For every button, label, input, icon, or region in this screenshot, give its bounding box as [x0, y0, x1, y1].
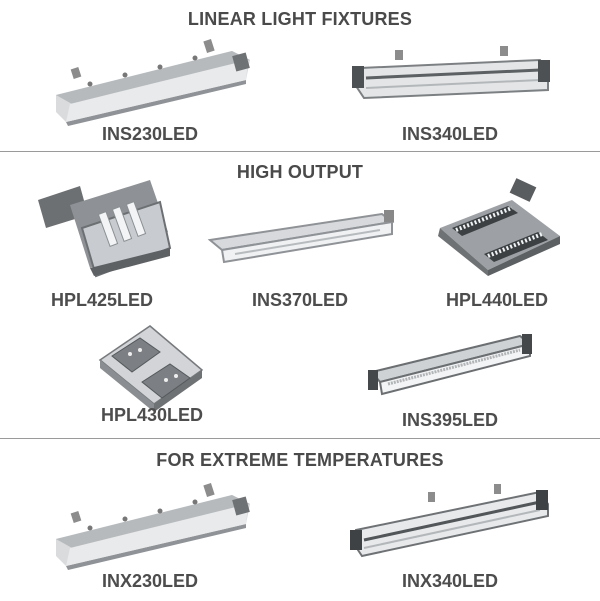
product-label: INS340LED [401, 124, 499, 144]
product-label: INX340LED [401, 571, 499, 591]
section-title-high-output: HIGH OUTPUT [236, 162, 364, 182]
product-label: HPL430LED [100, 405, 204, 425]
section-title-linear: LINEAR LIGHT FIXTURES [187, 9, 413, 29]
product-label: HPL440LED [445, 290, 549, 310]
product-label: INS230LED [101, 124, 199, 144]
product-label: INS395LED [401, 410, 499, 430]
product-label: HPL425LED [50, 290, 154, 310]
product-label: INS370LED [251, 290, 349, 310]
product-label: INX230LED [101, 571, 199, 591]
section-title-extreme: FOR EXTREME TEMPERATURES [156, 450, 444, 470]
